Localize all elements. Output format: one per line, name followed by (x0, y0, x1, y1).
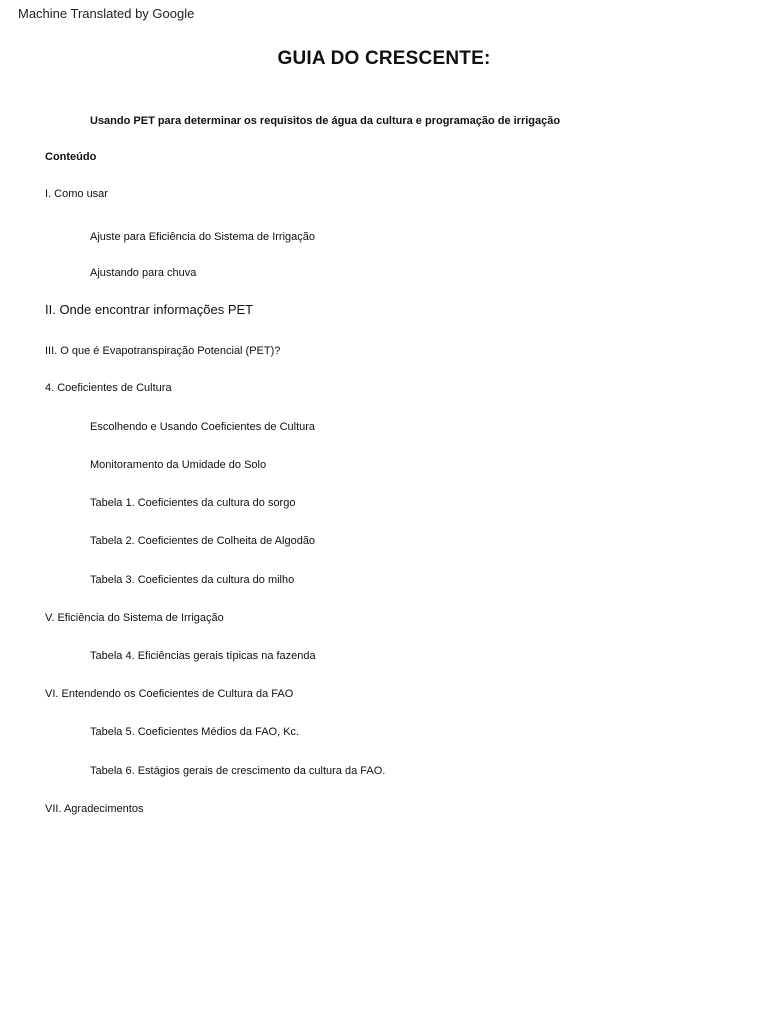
document-subtitle: Usando PET para determinar os requisitos de água da cultura e programação de irrigação (90, 115, 561, 127)
toc-table-2-algodao: Tabela 2. Coeficientes de Colheita de Algodão (90, 535, 316, 547)
toc-subsection-escolhendo-coeficientes: Escolhendo e Usando Coeficientes de Cultura (90, 421, 316, 433)
toc-subsection-ajustando-chuva: Ajustando para chuva (90, 267, 197, 279)
toc-section-agradecimentos: VII. Agradecimentos (45, 803, 144, 815)
contents-heading: Conteúdo (45, 151, 97, 163)
toc-table-3-milho: Tabela 3. Coeficientes da cultura do milho (90, 574, 295, 586)
toc-table-1-sorgo: Tabela 1. Coeficientes da cultura do sorgo (90, 497, 296, 509)
toc-section-como-usar: I. Como usar (45, 188, 108, 200)
toc-section-eficiencia-irrigacao: V. Eficiência do Sistema de Irrigação (45, 612, 224, 624)
toc-section-informacoes-pet: II. Onde encontrar informações PET (45, 302, 254, 317)
toc-table-4-eficiencias: Tabela 4. Eficiências gerais típicas na fazenda (90, 650, 316, 662)
machine-translation-banner: Machine Translated by Google (18, 6, 195, 21)
toc-subsection-umidade-solo: Monitoramento da Umidade do Solo (90, 459, 267, 471)
toc-section-coeficientes-fao: VI. Entendendo os Coeficientes de Cultura da FAO (45, 688, 294, 700)
toc-subsection-ajuste-eficiencia: Ajuste para Eficiência do Sistema de Irrigação (90, 231, 316, 243)
document-title: GUIA DO CRESCENTE: (277, 48, 491, 69)
toc-table-5-coeficientes-fao: Tabela 5. Coeficientes Médios da FAO, Kc. (90, 726, 300, 738)
toc-table-6-estagios-fao: Tabela 6. Estágios gerais de crescimento da cultura da FAO. (90, 765, 386, 777)
toc-section-o-que-e-pet: III. O que é Evapotranspiração Potencial (PET)? (45, 345, 281, 357)
toc-section-coeficientes-cultura: 4. Coeficientes de Cultura (45, 382, 172, 394)
